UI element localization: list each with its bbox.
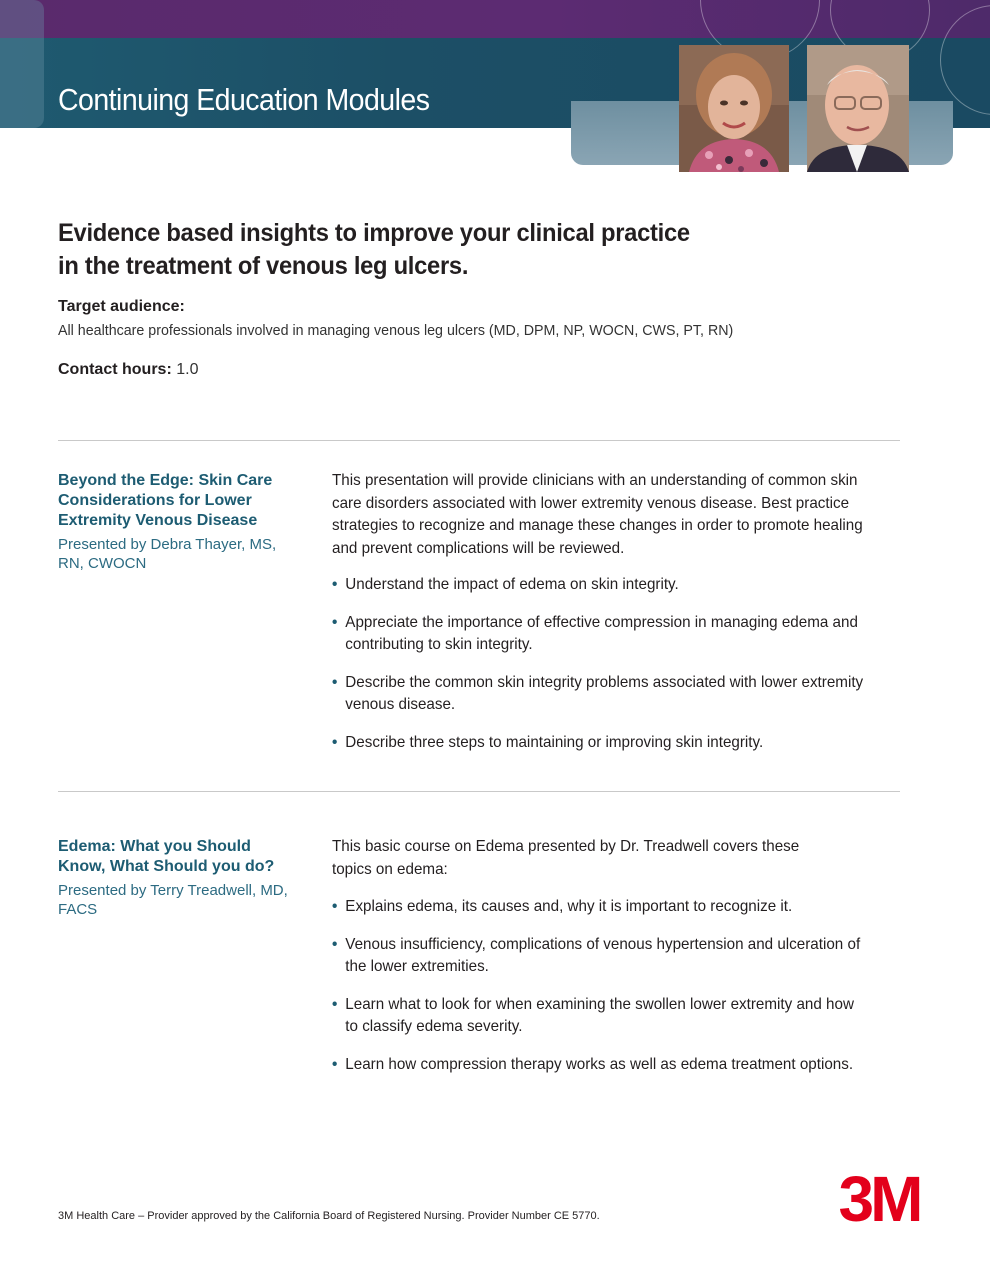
bullet-icon: • <box>332 1055 338 1073</box>
module-1-objectives <box>332 574 869 754</box>
bullet-icon: • <box>332 576 338 593</box>
headline-line-1: Evidence based insights to improve your clinical practice <box>58 219 690 247</box>
presenter-photo-treadwell <box>807 45 909 172</box>
module-presenter: Presented by Debra Thayer, MS, RN, CWOCN <box>58 536 277 572</box>
divider <box>58 791 900 792</box>
3m-logo <box>826 1166 932 1226</box>
header-banner <box>0 0 990 180</box>
bullet-icon: • <box>332 898 338 915</box>
header-title: Continuing Education Modules <box>58 82 430 117</box>
presenter-photo-thayer <box>679 45 789 172</box>
contact-hours-label: Contact hours: <box>58 361 172 378</box>
headline-line-2: in the treatment of venous leg ulcers. <box>58 252 469 280</box>
module-presenter: Presented by Terry Treadwell, MD, FACS <box>58 882 288 918</box>
list-item: • Describe the common skin integrity problems associated with lower extremity venous disease. <box>332 673 864 713</box>
module-description: This basic course on Edema presented by Dr. Treadwell covers these topics on edema: <box>332 838 800 878</box>
target-audience-text: All healthcare professionals involved in managing venous leg ulcers (MD, DPM, NP, WOCN, CWS, PT, RN) <box>58 322 734 339</box>
divider <box>58 440 900 441</box>
module-title: Edema: What you Should Know, What Should you do? <box>58 838 275 875</box>
bullet-icon: • <box>332 613 338 631</box>
list-item: • Describe three steps to maintaining or improving skin integrity. <box>332 732 869 755</box>
header-left-tab <box>0 0 44 128</box>
bullet-icon: • <box>332 733 338 751</box>
list-item: • Appreciate the importance of effective compression in managing edema and contributing to skin integrity. <box>332 613 858 653</box>
contact-hours <box>58 361 198 379</box>
module-title: Beyond the Edge: Skin Care Considerations for Lower Extremity Venous Disease <box>58 472 273 529</box>
page-headline <box>58 217 742 283</box>
list-item: • Learn how compression therapy works as well as edema treatment options. <box>332 1054 869 1077</box>
bullet-icon: • <box>332 935 338 953</box>
3m-logo-text: 3M <box>838 1166 920 1226</box>
bullet-icon: • <box>332 995 338 1013</box>
module-2-objectives <box>332 896 869 1076</box>
list-item: • Learn what to look for when examining the swollen lower extremity and how to classify edema severity. <box>332 995 854 1035</box>
module-description: This presentation will provide clinicians with an understanding of common skin care disorders associated with lower extremity venous disease. Best practice strategies to recognize and manage these changes in order to promote healing and prevent complications will be reviewed. <box>332 472 863 557</box>
footer-note: 3M Health Care – Provider approved by the California Board of Registered Nursing. Provider Number CE 5770. <box>58 1210 600 1222</box>
list-item: • Venous insufficiency, complications of venous hypertension and ulceration of the lower extremities. <box>332 935 861 975</box>
bullet-icon: • <box>332 673 338 691</box>
target-audience-label: Target audience: <box>58 298 185 315</box>
contact-hours-value: 1.0 <box>176 361 199 378</box>
list-item: • Understand the impact of edema on skin integrity. <box>332 574 869 597</box>
list-item: • Explains edema, its causes and, why it is important to recognize it. <box>332 896 869 919</box>
